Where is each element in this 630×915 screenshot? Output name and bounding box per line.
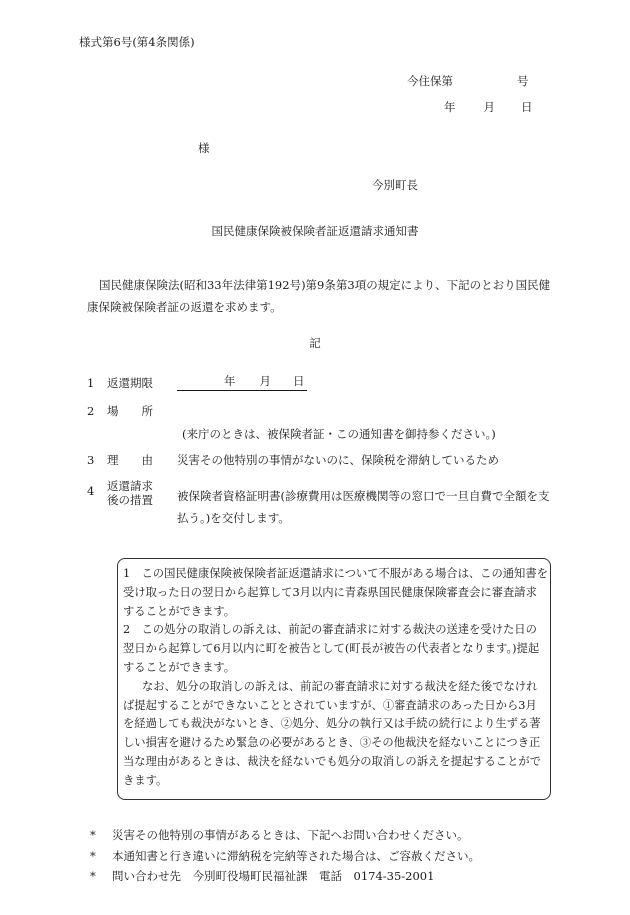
body-text: 国民健康保険法(昭和33年法律第192号)第9条第3項の規定により、下記のとおり国民健康保険被保険者証の返還を求めます。 (87, 278, 551, 314)
form-number: 様式第6号(第4条関係) (79, 35, 195, 49)
appeal-notice-text (123, 565, 548, 791)
item-2-label (107, 406, 153, 418)
date-day: 日 (521, 100, 533, 114)
note-1-text: 災害その他特別の事情があるときは、下記へお問い合わせください。 (112, 828, 469, 842)
appeal-paragraph-1: 1 この国民健康保険被保険者証返還請求について不服がある場合は、この通知書を受け取った日の翌日から起算して3月以内に青森県国民健康保険審査会に審査請求することができます。 (123, 567, 548, 618)
appeal-paragraph-3: なお、処分の取消しの訴えは、前記の審査請求に対する裁決を経た後でなければ提起することができないこととされていますが、①審査請求のあった日から3月を経過しても裁決がないとき、②処分、処分の執行又は手続の続行により生ずる著しい損害を避けるため緊急の必要があるとき、③その他裁決を経ないことにつき正当な理由があるときは、裁決を経ないでも処分の取消しの訴えを提起することができます。 (123, 679, 541, 787)
item-4-number: 4 (87, 484, 95, 498)
ki-heading: 記 (309, 336, 321, 350)
sender: 今別町長 (372, 178, 418, 192)
deadline-underline (177, 376, 307, 391)
deadline-year: 年 (224, 374, 236, 388)
item-1-number: 1 (87, 376, 95, 390)
note-1-mark: * (90, 828, 96, 842)
item-3-number: 3 (87, 453, 95, 467)
note-2-text: 本通知書と行き違いに滞納税を完納等された場合は、ご容赦ください。 (112, 849, 480, 863)
item-2-note: (来庁のときは、被保険者証・この通知書を御持参ください。) (182, 427, 496, 441)
item-3-label (107, 455, 153, 467)
deadline-day: 日 (293, 374, 305, 388)
document-number-suffix: 号 (517, 74, 529, 88)
document-title: 国民健康保険被保険者証返還請求通知書 (211, 224, 419, 238)
document-number-prefix: 今住保第 (407, 74, 453, 88)
note-3-text: 問い合わせ先 今別町役場町民福祉課 電話 0174-35-2001 (112, 869, 435, 883)
note-3 (90, 871, 434, 883)
addressee: 様 (198, 141, 210, 155)
item-2-label-a: 場 (107, 404, 119, 418)
item-3-label-a: 理 (107, 453, 119, 467)
date-year: 年 (444, 100, 456, 114)
item-4-value: 被保険者資格証明書(診療費用は医療機関等の窓口で一旦自費で全額を支払う。)を交付します。 (177, 489, 550, 525)
item-3-label-b: 由 (141, 453, 153, 467)
item-4-label-line1: 返還請求 (107, 479, 153, 493)
item-2-number: 2 (87, 404, 95, 418)
date-month: 月 (483, 100, 495, 114)
note-1 (90, 830, 469, 842)
item-3-value: 災害その他特別の事情がないのに、保険税を滞納しているため (177, 453, 499, 467)
item-1-label: 返還期限 (107, 376, 153, 390)
note-3-mark: * (90, 869, 96, 883)
appeal-paragraph-2: 2 この処分の取消しの訴えは、前記の審査請求に対する裁決の送達を受けた日の翌日から起算して6月以内に町を被告として(町長が被告の代表者となります。)提起することができます。 (123, 623, 540, 674)
item-1-deadline (177, 376, 307, 391)
document-number (407, 76, 529, 88)
deadline-month: 月 (259, 374, 271, 388)
item-2-label-b: 所 (141, 404, 153, 418)
item-4-label-line2: 後の措置 (107, 493, 153, 507)
note-2 (90, 851, 480, 863)
note-2-mark: * (90, 849, 96, 863)
issue-date (444, 102, 533, 114)
item-4-label (107, 479, 153, 507)
